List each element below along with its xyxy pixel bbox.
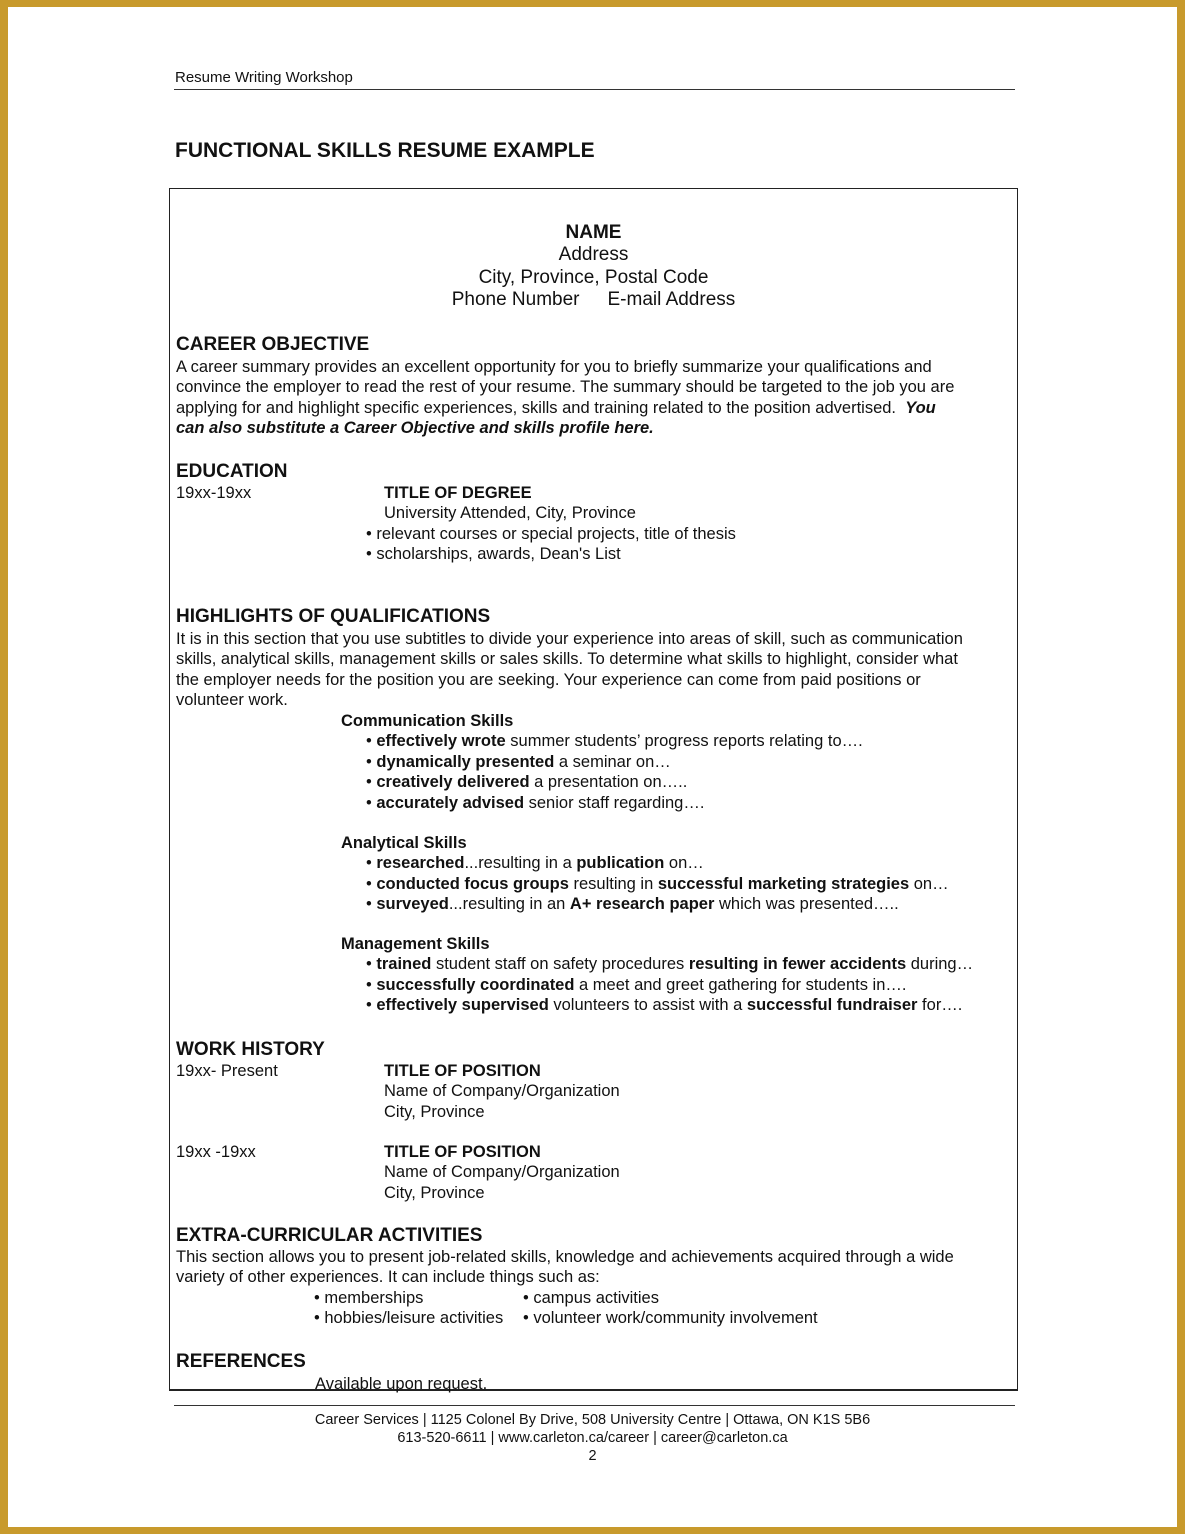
job-company: Name of Company/Organization — [384, 1163, 620, 1182]
footer-rule — [174, 1405, 1015, 1406]
highlights-line: volunteer work. — [176, 691, 288, 710]
skill-item: • effectively supervised volunteers to assist with a successful fundraiser for…. — [366, 996, 963, 1015]
extra-line: variety of other experiences. It can include things such as: — [176, 1268, 600, 1287]
job-location: City, Province — [384, 1183, 485, 1202]
contact-city: City, Province, Postal Code — [478, 266, 709, 288]
education-heading: EDUCATION — [176, 461, 288, 482]
skill-item: • surveyed...resulting in an A+ research paper which was presented….. — [366, 895, 899, 914]
skill-item: • accurately advised senior staff regarding…. — [366, 793, 705, 812]
references-text: Available upon request. — [315, 1375, 488, 1393]
skill-group-title: Communication Skills — [341, 712, 514, 730]
objective-line: A career summary provides an excellent opportunity for you to briefly summarize your qualifications and — [176, 358, 932, 376]
contact-name: NAME — [565, 222, 622, 243]
contact-phone: Phone Number — [451, 289, 580, 311]
education-details — [384, 483, 636, 524]
education-dates: 19xx-19xx — [176, 484, 252, 502]
education-bullets — [366, 524, 736, 565]
job-dates: 19xx- Present — [176, 1062, 278, 1080]
document-title: FUNCTIONAL SKILLS RESUME EXAMPLE — [175, 139, 595, 162]
highlights-text — [176, 629, 1014, 711]
skill-list — [366, 731, 863, 813]
skill-item: • conducted focus groups resulting in successful marketing strategies on… — [366, 874, 949, 893]
job-dates: 19xx -19xx — [176, 1143, 256, 1161]
objective-heading: CAREER OBJECTIVE — [176, 334, 370, 355]
list-item: • scholarships, awards, Dean's List — [366, 545, 621, 564]
footer-address: Career Services | 1125 Colonel By Drive, 508 University Centre | Ottawa, ON K1S 5B6 — [314, 1412, 871, 1428]
extra-line: This section allows you to present job-related skills, knowledge and achievements acquired through a wide — [176, 1248, 954, 1266]
contact-address: Address — [558, 244, 629, 266]
contact-email: E-mail Address — [607, 289, 736, 311]
contact-phone-email — [170, 289, 1017, 311]
skill-item: • successfully coordinated a meet and greet gathering for students in…. — [366, 975, 907, 994]
job-entry — [384, 1142, 620, 1203]
skill-group-title: Management Skills — [341, 935, 490, 953]
job-company: Name of Company/Organization — [384, 1082, 620, 1101]
footer-contact: 613-520-6611 | www.carleton.ca/career | career@carleton.ca — [397, 1430, 788, 1446]
list-item: • memberships — [314, 1289, 424, 1307]
skill-item: • trained student staff on safety procedures resulting in fewer accidents during… — [366, 955, 974, 974]
degree-title: TITLE OF DEGREE — [384, 484, 532, 502]
job-entry — [384, 1061, 620, 1122]
references-heading: REFERENCES — [176, 1351, 306, 1372]
header-rule — [174, 89, 1015, 90]
page-number: 2 — [588, 1448, 597, 1464]
workshop-header: Resume Writing Workshop — [175, 69, 353, 86]
activities-column-1 — [314, 1288, 503, 1329]
job-title: TITLE OF POSITION — [384, 1143, 541, 1161]
school-name: University Attended, City, Province — [384, 504, 636, 523]
job-location: City, Province — [384, 1102, 485, 1121]
extra-heading: EXTRA-CURRICULAR ACTIVITIES — [176, 1225, 483, 1246]
resume-box — [169, 188, 1018, 1391]
skill-item: • dynamically presented a seminar on… — [366, 752, 671, 771]
skill-item: • effectively wrote summer students’ progress reports relating to…. — [366, 732, 863, 751]
contact-block — [170, 222, 1017, 312]
objective-emphasis: You — [905, 398, 936, 417]
skill-item: • creatively delivered a presentation on….. — [366, 773, 688, 792]
list-item: • campus activities — [523, 1289, 659, 1307]
highlights-heading: HIGHLIGHTS OF QUALIFICATIONS — [176, 606, 491, 627]
skill-item: • researched...resulting in a publication on… — [366, 854, 704, 873]
highlights-line: skills, analytical skills, management skills or sales skills. To determine what skills to highlight, consider what — [176, 650, 958, 669]
skill-list — [366, 853, 949, 914]
skill-list — [366, 954, 973, 1015]
objective-emphasis: can also substitute a Career Objective and skills profile here. — [176, 419, 654, 438]
skill-group-title: Analytical Skills — [341, 834, 467, 852]
highlights-line: It is in this section that you use subtitles to divide your experience into areas of skill, such as communication — [176, 630, 963, 648]
job-title: TITLE OF POSITION — [384, 1062, 541, 1080]
list-item: • hobbies/leisure activities — [314, 1309, 504, 1328]
list-item: • relevant courses or special projects, title of thesis — [366, 525, 736, 543]
objective-line: applying for and highlight specific experiences, skills and training related to the position advertised. You — [176, 398, 936, 417]
work-heading: WORK HISTORY — [176, 1039, 325, 1060]
activities-column-2 — [523, 1288, 818, 1329]
extra-text — [176, 1247, 1014, 1288]
objective-text — [176, 357, 1014, 439]
objective-line: convince the employer to read the rest of your resume. The summary should be targeted to the job you are — [176, 378, 955, 397]
resume-page — [8, 7, 1177, 1527]
footer — [8, 1411, 1177, 1465]
list-item: • volunteer work/community involvement — [523, 1309, 818, 1328]
highlights-line: the employer needs for the position you are seeking. Your experience can come from paid positions or — [176, 670, 921, 689]
